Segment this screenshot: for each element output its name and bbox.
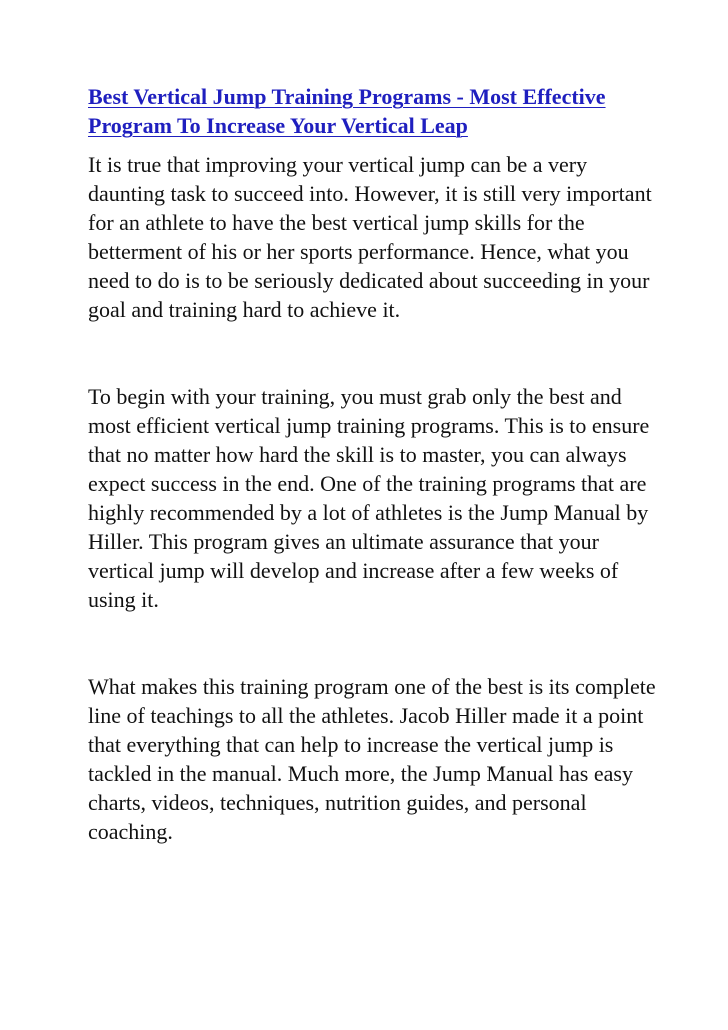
- paragraph-intro: It is true that improving your vertical jump can be a very daunting task to succeed into. However, it is still very important for an athlete to have the best vertical jump skills for the betterment of his or her sports performance. Hence, what you need to do is to be seriously dedicated about succeeding in your goal and training hard to achieve it.: [88, 152, 652, 322]
- document-title-link[interactable]: Best Vertical Jump Training Programs - Most Effective Program To Increase Your Vertical Leap: [88, 84, 606, 138]
- paragraph-program-features: What makes this training program one of the best is its complete line of teachings to all the athletes. Jacob Hiller made it a point that everything that can help to increase the vertical jump is tackled in the manual. Much more, the Jump Manual has easy charts, videos, techniques, nutrition guides, and personal coaching.: [88, 674, 656, 844]
- paragraph-training-programs: To begin with your training, you must grab only the best and most efficient vertical jump training programs. This is to ensure that no matter how hard the skill is to master, you can always expect success in the end. One of the training programs that are highly recommended by a lot of athletes is the Jump Manual by Hiller. This program gives an ultimate assurance that your vertical jump will develop and increase after a few weeks of using it.: [88, 384, 650, 612]
